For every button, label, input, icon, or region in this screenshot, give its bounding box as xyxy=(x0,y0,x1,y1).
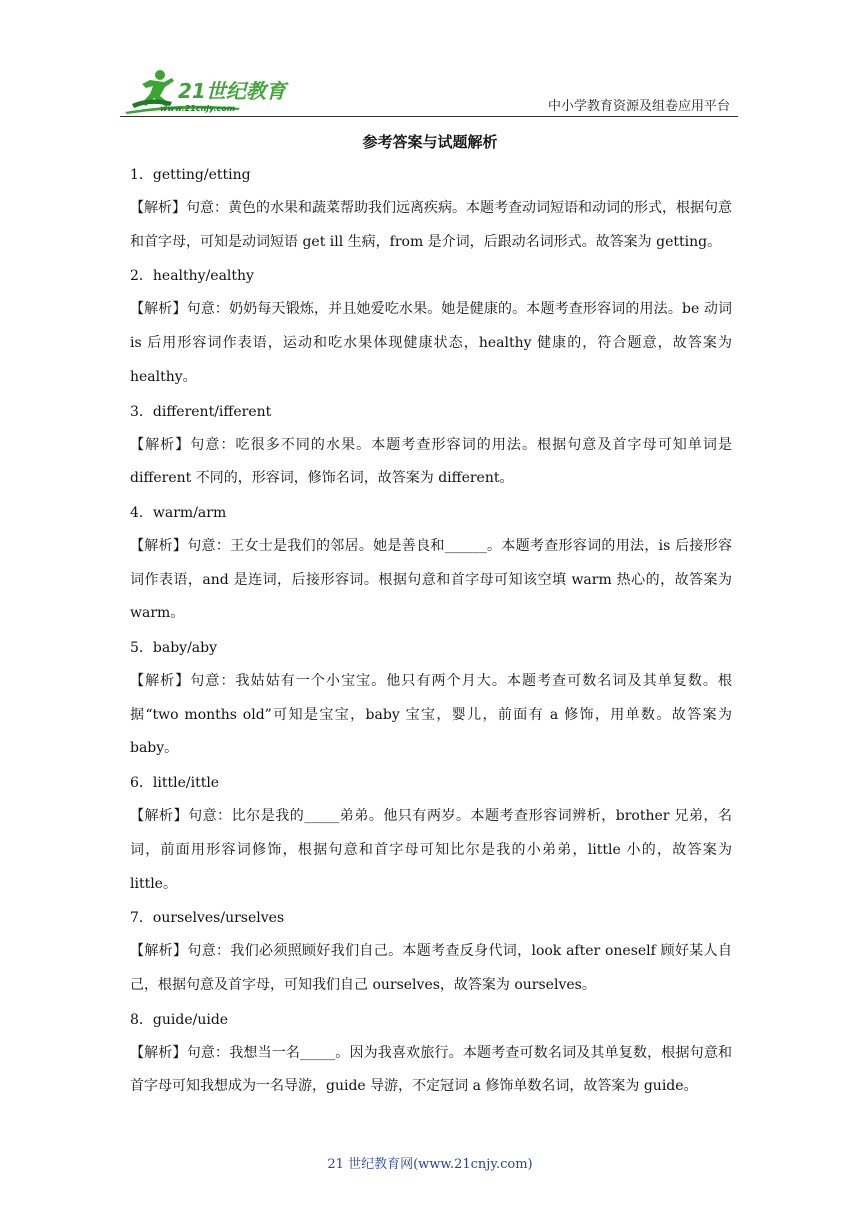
analysis-text: 【解析】句意：我姑姑有一个小宝宝。他只有两个月大。本题考查可数名词及其单复数。根据“two months old”可知是宝宝，baby 宝宝，婴儿，前面有 a 修饰，用单数。故答案为 baby。 xyxy=(130,673,732,757)
list-item xyxy=(130,1003,732,1104)
answer-list xyxy=(130,158,732,1104)
answer-line: 2．healthy/ealthy xyxy=(130,268,254,285)
page-title: 参考答案与试题解析 xyxy=(362,133,498,151)
answer-line: 5．baby/aby xyxy=(130,640,218,657)
answer-line: 7．ourselves/urselves xyxy=(130,910,285,927)
page-footer[interactable]: 21 世纪教育网(www.21cnjy.com) xyxy=(327,1157,533,1172)
analysis-text: 【解析】句意：奶奶每天锻炼，并且她爱吃水果。她是健康的。本题考查形容词的用法。be 动词 is 后用形容词作表语，运动和吃水果体现健康状态，healthy 健康的，符合题意，故答案为 healthy。 xyxy=(130,301,732,385)
answer-line: 6．little/ittle xyxy=(130,775,220,792)
list-item xyxy=(130,158,732,259)
answer-line: 4．warm/arm xyxy=(130,504,227,521)
answer-line: 8．guide/uide xyxy=(130,1011,229,1028)
analysis-text: 【解析】句意：王女士是我们的邻居。她是善良和______。本题考查形容词的用法，is 后接形容词作表语，and 是连词，后接形容词。根据句意和首字母可知该空填 warm 热心的，故答案为 warm。 xyxy=(130,537,732,622)
header-divider xyxy=(120,116,738,117)
logo-wordmark: 21世纪教育 xyxy=(178,79,286,103)
answer-line: 3．different/ifferent xyxy=(130,403,272,420)
analysis-text: 【解析】句意：我想当一名_____。因为我喜欢旅行。本题考查可数名词及其单复数，根据句意和首字母可知我想成为一名导游，guide 导游，不定冠词 a 修饰单数名词，故答案为 guide。 xyxy=(130,1044,732,1095)
runner-logo-icon xyxy=(120,66,290,116)
analysis-text: 【解析】句意：我们必须照顾好我们自己。本题考查反身代词，look after oneself 顾好某人自己，根据句意及首字母，可知我们自己 ourselves，故答案为 ourselves。 xyxy=(130,943,732,993)
site-logo xyxy=(120,66,290,116)
platform-label: 中小学教育资源及组卷应用平台 xyxy=(547,99,730,114)
answer-line: 1．getting/etting xyxy=(130,167,251,183)
list-item xyxy=(130,901,732,1002)
list-item xyxy=(130,395,732,496)
logo-url: www.21cnjy.com xyxy=(160,104,236,113)
page-header xyxy=(0,0,860,118)
list-item xyxy=(130,496,732,631)
analysis-text: 【解析】句意：吃很多不同的水果。本题考查形容词的用法。根据句意及首字母可知单词是 different 不同的，形容词，修饰名词，故答案为 different。 xyxy=(130,436,732,487)
analysis-text: 【解析】句意：黄色的水果和蔬菜帮助我们远离疾病。本题考查动词短语和动词的形式，根据句意和首字母，可知是动词短语 get ill 生病，from 是介词，后跟动名词形式。故答案为 getting。 xyxy=(130,200,732,250)
list-item xyxy=(130,259,732,394)
list-item xyxy=(130,631,732,766)
list-item xyxy=(130,766,732,901)
analysis-text: 【解析】句意：比尔是我的_____弟弟。他只有两岁。本题考查形容词辨析，brother 兄弟，名词，前面用形容词修饰，根据句意和首字母可知比尔是我的小弟弟，little 小的，故答案为 little。 xyxy=(130,808,732,892)
